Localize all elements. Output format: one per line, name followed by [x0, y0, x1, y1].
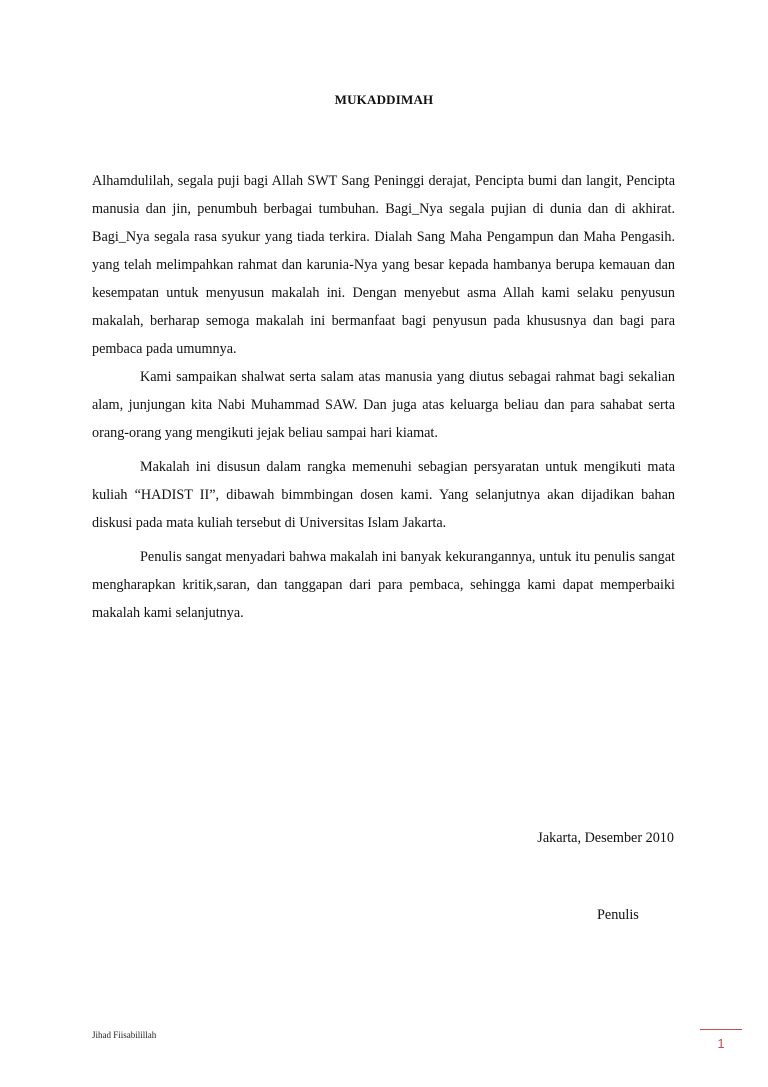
footer-author-name: Jihad Fiisabilillah — [92, 1030, 157, 1040]
paragraph-3: Makalah ini disusun dalam rangka memenuhi sebagian persyaratan untuk mengikuti mata kuliah “HADIST II”, dibawah bimmbingan dosen kami. Yang selanjutnya akan dijadikan bahan diskusi pada mata kuliah tersebut di Universitas Islam Jakarta. — [92, 459, 675, 531]
page-number: 1 — [717, 1036, 725, 1051]
body-text — [92, 167, 675, 627]
paragraph-2: Kami sampaikan shalwat serta salam atas manusia yang diutus sebagai rahmat bagi sekalian alam, junjungan kita Nabi Muhammad SAW. Dan juga atas keluarga beliau dan para sahabat serta orang-orang yang mengikuti jejak beliau sampai hari kiamat. — [92, 369, 675, 441]
page-title: MUKADDIMAH — [334, 92, 434, 107]
place-date: Jakarta, Desember 2010 — [537, 830, 674, 846]
paragraph-1: Alhamdulilah, segala puji bagi Allah SWT Sang Peninggi derajat, Pencipta bumi dan langit, Pencipta manusia dan jin, penumbuh berbagai tumbuhan. Bagi_Nya segala pujian di dunia dan di akhirat. Bagi_Nya segala rasa syukur yang tiada terkira. Dialah Sang Maha Pengampun dan Maha Pengasih. yang telah melimpahkan rahmat dan karunia-Nya yang besar kepada hambanya berupa kemauan dan kesempatan untuk menyusun makalah ini. Dengan menyebut asma Allah kami selaku penyusun makalah, berharap semoga makalah ini bermanfaat bagi penyusun pada khususnya dan bagi para pembaca pada umumnya. — [92, 173, 675, 357]
footer-divider — [700, 1029, 742, 1030]
author-signature: Penulis — [597, 907, 639, 923]
paragraph-4: Penulis sangat menyadari bahwa makalah ini banyak kekurangannya, untuk itu penulis sangat mengharapkan kritik,saran, dan tanggapan dari para pembaca, sehingga kami dapat memperbaiki makalah kami selanjutnya. — [92, 549, 675, 621]
